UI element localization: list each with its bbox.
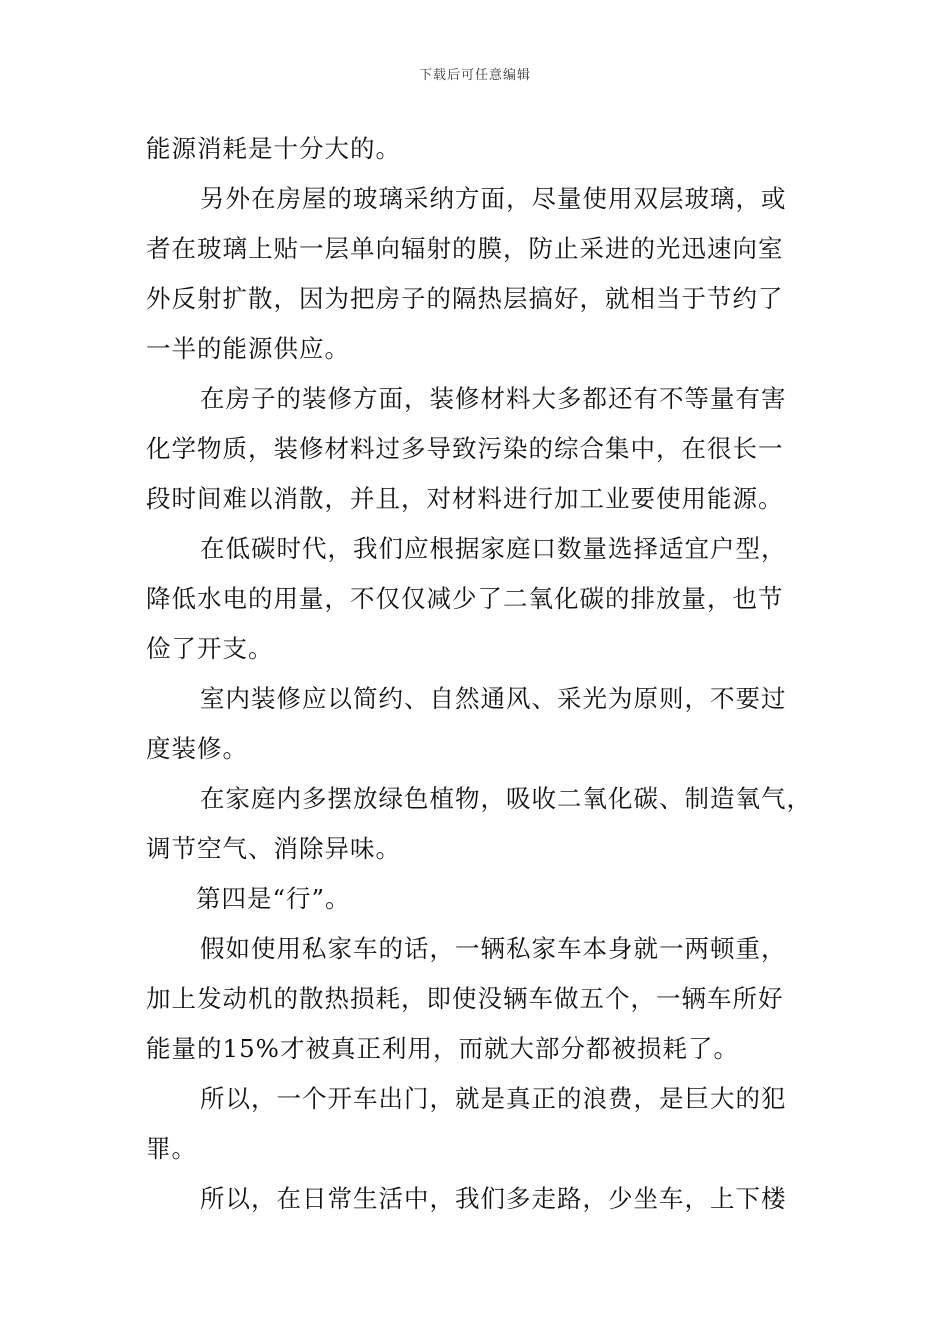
- text-line: 降低水电的用量，不仅仅减少了二氧化碳的排放量，也节: [146, 584, 784, 613]
- text-line: 加上发动机的散热损耗，即使没辆车做五个，一辆车所好: [146, 984, 784, 1013]
- text-line: 能源消耗是十分大的。: [146, 134, 401, 163]
- text-line: 段时间难以消散，并且，对材料进行加工业要使用能源。: [146, 484, 784, 513]
- text-line: 外反射扩散，因为把房子的隔热层搞好，就相当于节约了: [146, 284, 784, 313]
- text-line: 另外在房屋的玻璃采纳方面，尽量使用双层玻璃，或: [200, 184, 787, 213]
- document-body: [146, 128, 810, 1228]
- text-line: 假如使用私家车的话，一辆私家车本身就一两顿重，: [200, 934, 787, 963]
- text-line: 第四是“行”。: [196, 884, 351, 913]
- text-line: 能量的15%才被真正利用，而就大部分都被损耗了。: [146, 1034, 739, 1063]
- text-line: 在低碳时代，我们应根据家庭口数量选择适宜户型，: [200, 534, 787, 563]
- text-line: 室内装修应以简约、自然通风、采光为原则，不要过: [200, 684, 787, 713]
- page-header: 下载后可任意编辑: [418, 68, 531, 83]
- text-line: 者在玻璃上贴一层单向辐射的膜，防止采进的光迅速向室: [146, 234, 784, 263]
- text-line: 度装修。: [146, 734, 248, 763]
- text-line: 俭了开支。: [146, 634, 274, 663]
- text-line: 调节空气、消除异味。: [146, 834, 401, 863]
- text-line: 所以，在日常生活中，我们多走路，少坐车，上下楼: [200, 1184, 787, 1213]
- text-line: 一半的能源供应。: [146, 334, 350, 363]
- text-line: 罪。: [146, 1134, 197, 1163]
- text-line: 在家庭内多摆放绿色植物，吸收二氧化碳、制造氧气，: [200, 784, 812, 813]
- text-line: 所以，一个开车出门，就是真正的浪费，是巨大的犯: [200, 1084, 787, 1113]
- text-line: 在房子的装修方面，装修材料大多都还有不等量有害: [200, 384, 787, 413]
- text-line: 化学物质，装修材料过多导致污染的综合集中，在很长一: [146, 434, 784, 463]
